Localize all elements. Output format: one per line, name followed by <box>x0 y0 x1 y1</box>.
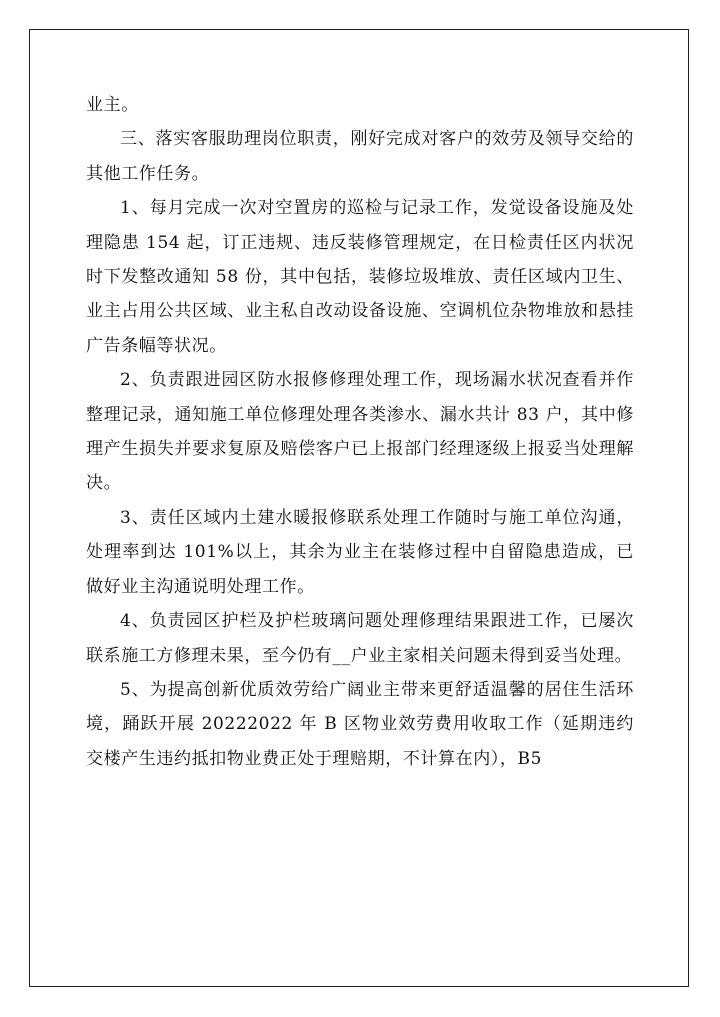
paragraph-item-4: 4、负责园区护栏及护栏玻璃问题处理修理结果跟进工作，已屡次联系施工方修理未果，至今仍有__户业主家相关问题未得到妥当处理。 <box>86 611 634 666</box>
paragraph-continuation: 业主。 <box>86 95 139 115</box>
paragraph-item-3: 3、责任区域内土建水暖报修联系处理工作随时与施工单位沟通，处理率到达 101%以上，其余为业主在装修过程中自留隐患造成，已做好业主沟通说明处理工作。 <box>86 507 634 597</box>
document-body <box>86 88 634 776</box>
paragraph-item-2: 2、负责跟进园区防水报修修理处理工作，现场漏水状况查看并作整理记录，通知施工单位修理处理各类渗水、漏水共计 83 户，其中修理产生损失并要求复原及赔偿客户已上报部门经理逐级上报妥当处理解决。 <box>86 370 634 494</box>
paragraph-item-1: 1、每月完成一次对空置房的巡检与记录工作，发觉设备设施及处理隐患 154 起，订正违规、违反装修管理规定，在日检责任区内状况时下发整改通知 58 份，其中包括，装修垃圾堆放、责任区域内卫生、业主占用公共区域、业主私自改动设备设施、空调机位杂物堆放和悬挂广告条幅等状况。 <box>86 198 634 356</box>
paragraph-item-5: 5、为提高创新优质效劳给广阔业主带来更舒适温馨的居住生活环境，踊跃开展 20222022 年 B 区物业效劳费用收取工作（延期违约交楼产生违约抵扣物业费正处于理赔期，不计算在内），B5 <box>86 679 634 769</box>
paragraph-section-three: 三、落实客服助理岗位职责，刚好完成对客户的效劳及领导交给的其他工作任务。 <box>86 129 634 184</box>
